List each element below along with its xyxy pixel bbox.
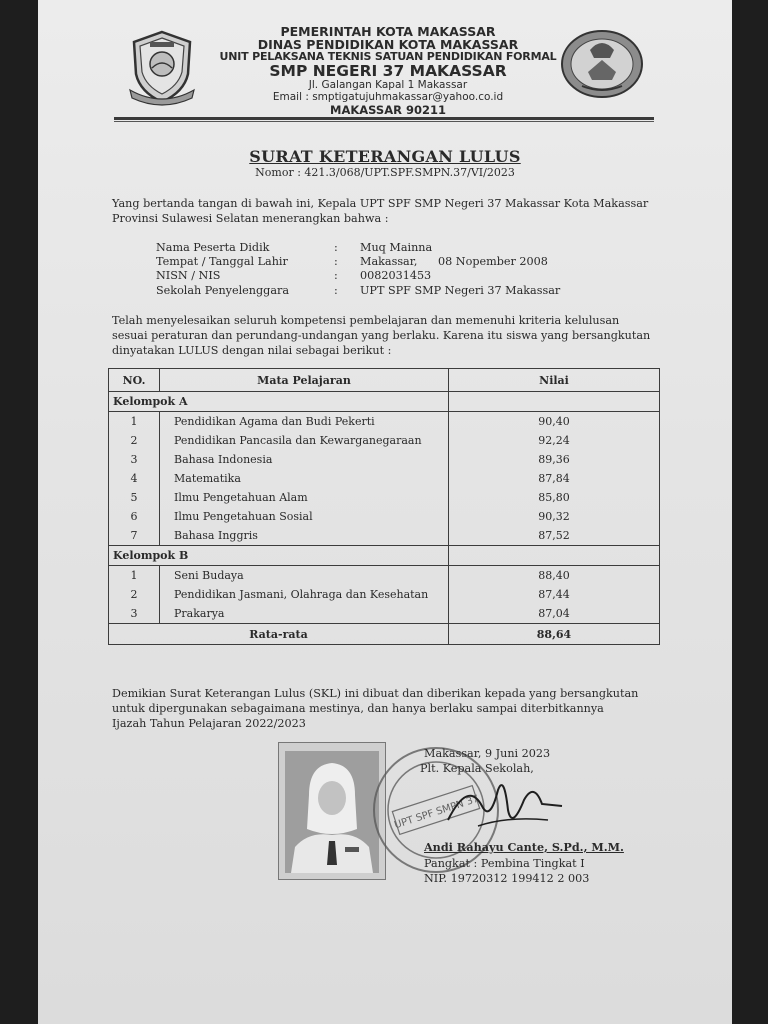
makassar-city-emblem-icon	[126, 28, 198, 108]
row-subject: Pendidikan Pancasila dan Kewarganegaraan	[160, 431, 449, 450]
row-subject: Pendidikan Jasmani, Olahraga dan Kesehatan	[160, 585, 449, 604]
signature-scribble	[438, 770, 568, 840]
table-row	[109, 566, 660, 586]
table-row	[109, 431, 660, 450]
group-row-a	[109, 392, 660, 412]
document-number: Nomor : 421.3/068/UPT.SPF.SMPN.37/VI/2023	[255, 166, 515, 179]
row-no: 7	[109, 526, 160, 546]
colon: :	[334, 241, 338, 254]
row-no: 6	[109, 507, 160, 526]
row-score: 89,36	[449, 450, 660, 469]
row-score: 90,40	[449, 412, 660, 432]
statement-line-1: Telah menyelesaikan seluruh kompetensi pembelajaran dan memenuhi kriteria kelulusan	[112, 314, 620, 327]
average-row	[109, 624, 660, 645]
row-score: 87,52	[449, 526, 660, 546]
statement-line-2: sesuai peraturan dan perundang-undangan yang berlaku. Karena itu siswa yang bersangkutan	[112, 329, 651, 342]
colon: :	[334, 269, 338, 282]
row-subject: Seni Budaya	[160, 566, 449, 586]
value-nisn: 0082031453	[360, 269, 432, 282]
row-no: 4	[109, 469, 160, 488]
header-divider-thin	[114, 121, 654, 122]
row-no: 2	[109, 585, 160, 604]
stamp-center-text: UPT SPF SMPN 37	[393, 793, 481, 832]
intro-line-2: Provinsi Sulawesi Selatan menerangkan bahwa :	[112, 212, 389, 225]
row-no: 1	[109, 412, 160, 432]
label-student-name: Nama Peserta Didik	[156, 241, 270, 254]
row-score: 87,84	[449, 469, 660, 488]
table-row	[109, 585, 660, 604]
value-birth-place: Makassar,	[360, 255, 418, 268]
header-divider	[114, 117, 654, 120]
row-score: 92,24	[449, 431, 660, 450]
row-no: 1	[109, 566, 160, 586]
row-no: 5	[109, 488, 160, 507]
group-b-label: Kelompok B	[109, 546, 449, 566]
closing-line-2: untuk dipergunakan sebagaimana mestinya, dan hanya berlaku sampai diterbitkannya	[112, 702, 604, 715]
signature-block	[420, 746, 551, 776]
row-score: 87,44	[449, 585, 660, 604]
row-no: 3	[109, 450, 160, 469]
certificate-paper	[38, 0, 732, 1024]
table-row	[109, 488, 660, 507]
row-no: 3	[109, 604, 160, 624]
table-row	[109, 412, 660, 432]
group-row-b	[109, 546, 660, 566]
sign-name: Andi Rahayu Cante, S.Pd., M.M.	[424, 840, 624, 854]
row-no: 2	[109, 431, 160, 450]
col-header-no: NO.	[109, 369, 160, 392]
header-city: MAKASSAR 90211	[330, 103, 446, 117]
row-score: 88,40	[449, 566, 660, 586]
col-header-score: Nilai	[449, 369, 660, 392]
header-unit: UNIT PELAKSANA TEKNIS SATUAN PENDIDIKAN FORMAL	[219, 50, 557, 63]
table-row	[109, 469, 660, 488]
sign-role: Plt. Kepala Sekolah,	[420, 762, 534, 775]
colon: :	[334, 255, 338, 268]
sign-rank: Pangkat : Pembina Tingkat I	[424, 857, 585, 870]
intro-line-1: Yang bertanda tangan di bawah ini, Kepala UPT SPF SMP Negeri 37 Makassar Kota Makassar	[112, 197, 649, 210]
label-nisn: NISN / NIS	[156, 269, 221, 282]
row-score: 90,32	[449, 507, 660, 526]
header-school-name: SMP NEGERI 37 MAKASSAR	[269, 62, 507, 80]
label-birth: Tempat / Tanggal Lahir	[156, 255, 288, 268]
col-header-subject: Mata Pelajaran	[160, 369, 449, 392]
row-subject: Prakarya	[160, 604, 449, 624]
table-header-row	[109, 369, 660, 392]
row-score: 85,80	[449, 488, 660, 507]
group-b-empty	[449, 546, 660, 566]
table-row	[109, 604, 660, 624]
document-title: SURAT KETERANGAN LULUS	[249, 147, 521, 166]
header-government: PEMERINTAH KOTA MAKASSAR	[280, 24, 496, 39]
table-row	[109, 450, 660, 469]
sign-nip: NIP. 19720312 199412 2 003	[424, 872, 590, 885]
header-address: Jl. Galangan Kapal 1 Makassar	[308, 79, 468, 91]
row-subject: Bahasa Indonesia	[160, 450, 449, 469]
row-subject: Pendidikan Agama dan Budi Pekerti	[160, 412, 449, 432]
header-department: DINAS PENDIDIKAN KOTA MAKASSAR	[257, 37, 519, 52]
row-subject: Ilmu Pengetahuan Sosial	[160, 507, 449, 526]
statement-line-3: dinyatakan LULUS dengan nilai sebagai berikut :	[112, 344, 392, 357]
value-birth-date: 08 Nopember 2008	[438, 255, 548, 268]
grades-table	[108, 368, 660, 645]
group-a-empty	[449, 392, 660, 412]
row-score: 87,04	[449, 604, 660, 624]
row-subject: Bahasa Inggris	[160, 526, 449, 546]
closing-line-1: Demikian Surat Keterangan Lulus (SKL) ini dibuat dan diberikan kepada yang bersangkutan	[112, 687, 639, 700]
average-label: Rata-rata	[109, 624, 449, 645]
colon: :	[334, 284, 338, 297]
tut-wuri-handayani-logo-icon	[560, 28, 644, 100]
value-student-name: Muq Mainna	[360, 241, 433, 254]
header-email: Email : smptigatujuhmakassar@yahoo.co.id	[272, 91, 504, 103]
table-row	[109, 507, 660, 526]
group-a-label: Kelompok A	[109, 392, 449, 412]
sign-place-date: Makassar, 9 Juni 2023	[424, 747, 551, 760]
row-subject: Matematika	[160, 469, 449, 488]
table-row	[109, 526, 660, 546]
label-school: Sekolah Penyelenggara	[156, 284, 290, 297]
closing-line-3: Ijazah Tahun Pelajaran 2022/2023	[112, 717, 306, 730]
average-value: 88,64	[449, 624, 660, 645]
row-subject: Ilmu Pengetahuan Alam	[160, 488, 449, 507]
value-school: UPT SPF SMP Negeri 37 Makassar	[360, 284, 561, 297]
